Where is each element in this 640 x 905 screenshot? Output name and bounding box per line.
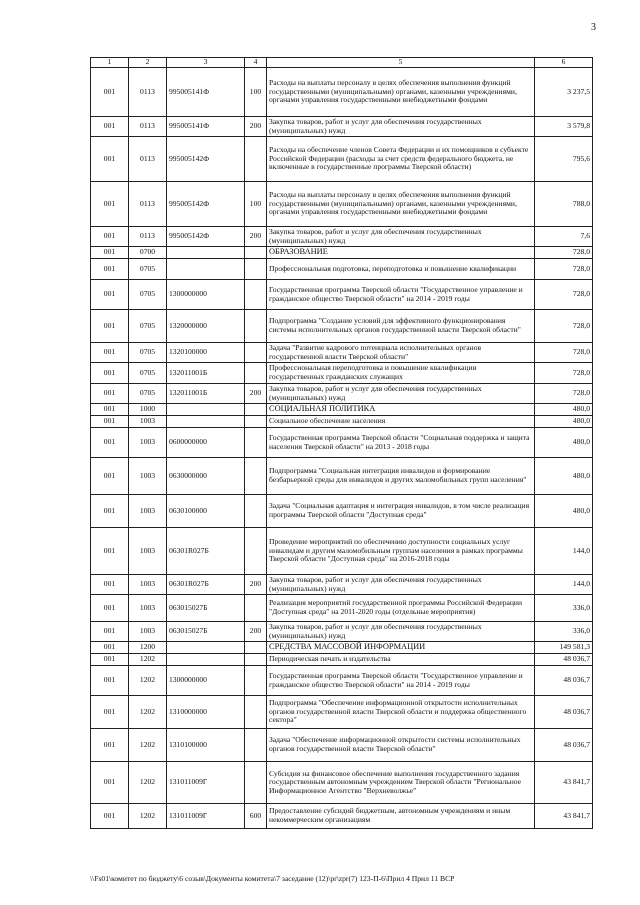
cell-c4: 100 [245,182,267,227]
cell-c1: 001 [91,654,129,666]
cell-c5: Задача "Социальная адаптация и интеграция инвалидов, в том числе реализация программы Тверской области "Доступная среда" [267,495,535,528]
table-row [91,259,593,280]
cell-c4 [245,458,267,495]
footer-file-path: \\Fs01\комитет по бюджету\6 созыв\Документы комитета\7 заседание (12)\pr\zpr(7) 123-П-6\Прил 4 Прил 11 ВСР [90,874,455,883]
cell-c4 [245,729,267,762]
cell-c4 [245,528,267,575]
table-row [91,729,593,762]
cell-c5: Закупка товаров, работ и услуг для обеспечения государственных (муниципальных) нужд [267,575,535,595]
cell-c2: 0113 [129,68,167,117]
table-row [91,654,593,666]
cell-c2: 1003 [129,428,167,458]
cell-c3: 995005141Ф [167,68,245,117]
column-header: 6 [535,58,593,68]
cell-c5: Задача "Обеспечение информационной открытости системы исполнительных органов государственной власти Тверской области" [267,729,535,762]
cell-c5: Подпрограмма "Создание условий для эффективного функционирования системы исполнительных органов государственной власти Тверской области" [267,310,535,343]
cell-c6: 480,0 [535,495,593,528]
cell-c5: Проведение мероприятий по обеспечению доступности социальных услуг инвалидам и другим маломобильным группам населения в рамках программы Тверской области "Доступная среда" на 2016-2018 годы [267,528,535,575]
table-row [91,428,593,458]
cell-c5: Профессиональная подготовка, переподготовка и повышение квалификации [267,259,535,280]
cell-c4 [245,495,267,528]
cell-c2: 1202 [129,654,167,666]
table-row [91,528,593,575]
cell-c3: 0600000000 [167,428,245,458]
cell-c2: 1200 [129,642,167,654]
table-row [91,458,593,495]
cell-c2: 1000 [129,404,167,416]
cell-c3: 0630000000 [167,458,245,495]
table-row [91,622,593,642]
table-row [91,227,593,247]
cell-c3: 1310000000 [167,696,245,729]
table-row [91,696,593,729]
cell-c1: 001 [91,363,129,384]
cell-c2: 0700 [129,247,167,259]
cell-c4 [245,416,267,428]
cell-c5: ОБРАЗОВАНИЕ [267,247,535,259]
cell-c3: 995005142Ф [167,137,245,182]
cell-c4 [245,404,267,416]
cell-c3: 132011001Б [167,363,245,384]
cell-c2: 1202 [129,666,167,696]
cell-c6: 43 841,7 [535,762,593,804]
cell-c4 [245,595,267,622]
cell-c1: 001 [91,428,129,458]
cell-c2: 0705 [129,363,167,384]
cell-c5: Государственная программа Тверской области "Социальная поддержка и защита населения Тверской области" на 2013 - 2018 годы [267,428,535,458]
column-header: 4 [245,58,267,68]
cell-c2: 1202 [129,696,167,729]
cell-c2: 0113 [129,117,167,137]
cell-c1: 001 [91,528,129,575]
cell-c6: 728,0 [535,363,593,384]
cell-c3 [167,642,245,654]
table-row [91,247,593,259]
cell-c5: Подпрограмма "Социальная интеграция инвалидов и формирование безбарьерной среды для инвалидов и других маломобильных групп населения" [267,458,535,495]
cell-c3: 063015027Б [167,595,245,622]
cell-c6: 3 237,5 [535,68,593,117]
cell-c2: 0113 [129,137,167,182]
cell-c3: 06301R027Б [167,575,245,595]
table-row [91,182,593,227]
cell-c1: 001 [91,495,129,528]
cell-c4 [245,762,267,804]
cell-c3: 1320000000 [167,310,245,343]
cell-c4 [245,642,267,654]
cell-c4 [245,259,267,280]
cell-c4: 200 [245,384,267,404]
cell-c3: 995005141Ф [167,117,245,137]
cell-c6: 43 841,7 [535,804,593,829]
cell-c5: Профессиональная переподготовка и повышение квалификации государственных гражданских служащих [267,363,535,384]
cell-c4: 200 [245,117,267,137]
cell-c6: 144,0 [535,575,593,595]
cell-c2: 1003 [129,458,167,495]
cell-c4 [245,247,267,259]
cell-c5: Предоставление субсидий бюджетным, автономным учреждениям и иным некоммерческим организациям [267,804,535,829]
cell-c6: 7,6 [535,227,593,247]
cell-c3 [167,259,245,280]
cell-c3: 1310100000 [167,729,245,762]
page-number: 3 [591,22,596,33]
cell-c1: 001 [91,343,129,363]
cell-c3: 1300000000 [167,280,245,310]
cell-c6: 336,0 [535,622,593,642]
cell-c1: 001 [91,182,129,227]
cell-c3: 995005142Ф [167,182,245,227]
cell-c1: 001 [91,458,129,495]
table-row [91,404,593,416]
cell-c5: СРЕДСТВА МАССОВОЙ ИНФОРМАЦИИ [267,642,535,654]
cell-c3 [167,247,245,259]
cell-c5: Субсидия на финансовое обеспечение выполнения государственного задания государственным автономным учреждением Тверской области "Региональное Информационное Агентство "Верхневолжье" [267,762,535,804]
cell-c2: 1003 [129,416,167,428]
cell-c1: 001 [91,384,129,404]
cell-c3 [167,404,245,416]
cell-c5: Государственная программа Тверской области "Государственное управление и гражданское общество Тверской области" на 2014 - 2019 годы [267,666,535,696]
column-header: 1 [91,58,129,68]
cell-c6: 3 579,8 [535,117,593,137]
cell-c1: 001 [91,137,129,182]
cell-c1: 001 [91,622,129,642]
cell-c2: 0705 [129,384,167,404]
cell-c4: 100 [245,68,267,117]
cell-c3 [167,416,245,428]
cell-c6: 480,0 [535,428,593,458]
cell-c1: 001 [91,804,129,829]
cell-c6: 48 036,7 [535,654,593,666]
cell-c3: 0630100000 [167,495,245,528]
cell-c1: 001 [91,280,129,310]
table-row [91,575,593,595]
cell-c2: 1003 [129,595,167,622]
cell-c4 [245,363,267,384]
cell-c1: 001 [91,666,129,696]
cell-c1: 001 [91,310,129,343]
table-row [91,804,593,829]
cell-c2: 1003 [129,622,167,642]
cell-c1: 001 [91,575,129,595]
table-row [91,68,593,117]
cell-c6: 728,0 [535,310,593,343]
table-row [91,117,593,137]
cell-c2: 1202 [129,762,167,804]
cell-c3: 995005142Ф [167,227,245,247]
cell-c1: 001 [91,68,129,117]
cell-c2: 1003 [129,575,167,595]
table-row [91,363,593,384]
cell-c3: 131011009Г [167,762,245,804]
cell-c6: 480,0 [535,458,593,495]
table-row [91,310,593,343]
cell-c2: 0705 [129,259,167,280]
cell-c4 [245,666,267,696]
cell-c5: Социальное обеспечение населения [267,416,535,428]
cell-c6: 48 036,7 [535,696,593,729]
table-row [91,495,593,528]
cell-c6: 480,0 [535,416,593,428]
cell-c4 [245,343,267,363]
cell-c5: Периодическая печать и издательства [267,654,535,666]
cell-c3 [167,654,245,666]
table-row [91,762,593,804]
cell-c5: Закупка товаров, работ и услуг для обеспечения государственных (муниципальных) нужд [267,117,535,137]
cell-c6: 480,0 [535,404,593,416]
table-row [91,384,593,404]
cell-c1: 001 [91,729,129,762]
cell-c2: 0113 [129,182,167,227]
cell-c3: 063015027Б [167,622,245,642]
cell-c1: 001 [91,416,129,428]
cell-c4 [245,696,267,729]
cell-c4: 200 [245,575,267,595]
cell-c4 [245,137,267,182]
cell-c5: Закупка товаров, работ и услуг для обеспечения государственных (муниципальных) нужд [267,227,535,247]
cell-c4 [245,428,267,458]
table-row [91,595,593,622]
cell-c2: 0113 [129,227,167,247]
cell-c6: 336,0 [535,595,593,622]
cell-c3: 1300000000 [167,666,245,696]
cell-c5: Закупка товаров, работ и услуг для обеспечения государственных (муниципальных) нужд [267,384,535,404]
cell-c4 [245,280,267,310]
cell-c4 [245,310,267,343]
cell-c6: 149 581,3 [535,642,593,654]
cell-c2: 1003 [129,528,167,575]
cell-c6: 728,0 [535,384,593,404]
cell-c1: 001 [91,642,129,654]
cell-c1: 001 [91,117,129,137]
cell-c6: 728,0 [535,343,593,363]
cell-c6: 144,0 [535,528,593,575]
cell-c4 [245,654,267,666]
cell-c2: 0705 [129,280,167,310]
cell-c4: 200 [245,622,267,642]
cell-c1: 001 [91,247,129,259]
cell-c5: Подпрограмма "Обеспечение информационной открытости исполнительных органов государственной власти Тверской области и поддержка общественного сектора" [267,696,535,729]
cell-c4: 200 [245,227,267,247]
cell-c6: 788,0 [535,182,593,227]
cell-c6: 728,0 [535,247,593,259]
cell-c5: Задача "Развитие кадрового потенциала исполнительных органов государственной власти Тверской области" [267,343,535,363]
cell-c5: СОЦИАЛЬНАЯ ПОЛИТИКА [267,404,535,416]
cell-c3: 132011001Б [167,384,245,404]
cell-c6: 48 036,7 [535,729,593,762]
column-header: 3 [167,58,245,68]
cell-c5: Расходы на выплаты персоналу в целях обеспечения выполнения функций государственными (муниципальными) органами, казенными учреждениями, органами управления государственными внебюджетными фондами [267,182,535,227]
cell-c2: 0705 [129,343,167,363]
cell-c1: 001 [91,696,129,729]
cell-c2: 1003 [129,495,167,528]
cell-c5: Закупка товаров, работ и услуг для обеспечения государственных (муниципальных) нужд [267,622,535,642]
cell-c5: Расходы на выплаты персоналу в целях обеспечения выполнения функций государственными (муниципальными) органами, казенными учреждениями, органами управления государственными внебюджетными фондами [267,68,535,117]
table-row [91,280,593,310]
cell-c5: Расходы на обеспечение членов Совета Федерации и их помощников в субъекте Российской Федерации (расходы за счет средств федерального бюджета, не включенные в государственные программы Тверской области) [267,137,535,182]
cell-c6: 728,0 [535,259,593,280]
cell-c3: 1320100000 [167,343,245,363]
cell-c1: 001 [91,595,129,622]
cell-c6: 48 036,7 [535,666,593,696]
table-row [91,137,593,182]
table-row [91,343,593,363]
cell-c2: 0705 [129,310,167,343]
cell-c1: 001 [91,404,129,416]
column-header: 5 [267,58,535,68]
cell-c6: 795,6 [535,137,593,182]
cell-c3: 131011009Г [167,804,245,829]
cell-c1: 001 [91,259,129,280]
column-header: 2 [129,58,167,68]
cell-c6: 728,0 [535,280,593,310]
table-row [91,642,593,654]
cell-c4: 600 [245,804,267,829]
cell-c5: Реализация мероприятий государственной программы Российской Федерации "Доступная среда" на 2011-2020 годы (отдельные мероприятия) [267,595,535,622]
budget-table [90,57,593,829]
table-row [91,416,593,428]
cell-c1: 001 [91,227,129,247]
cell-c5: Государственная программа Тверской области "Государственное управление и гражданское общество Тверской области" на 2014 - 2019 годы [267,280,535,310]
cell-c1: 001 [91,762,129,804]
cell-c3: 06301R027Б [167,528,245,575]
table-header-row [91,58,593,68]
cell-c2: 1202 [129,804,167,829]
cell-c2: 1202 [129,729,167,762]
table-row [91,666,593,696]
